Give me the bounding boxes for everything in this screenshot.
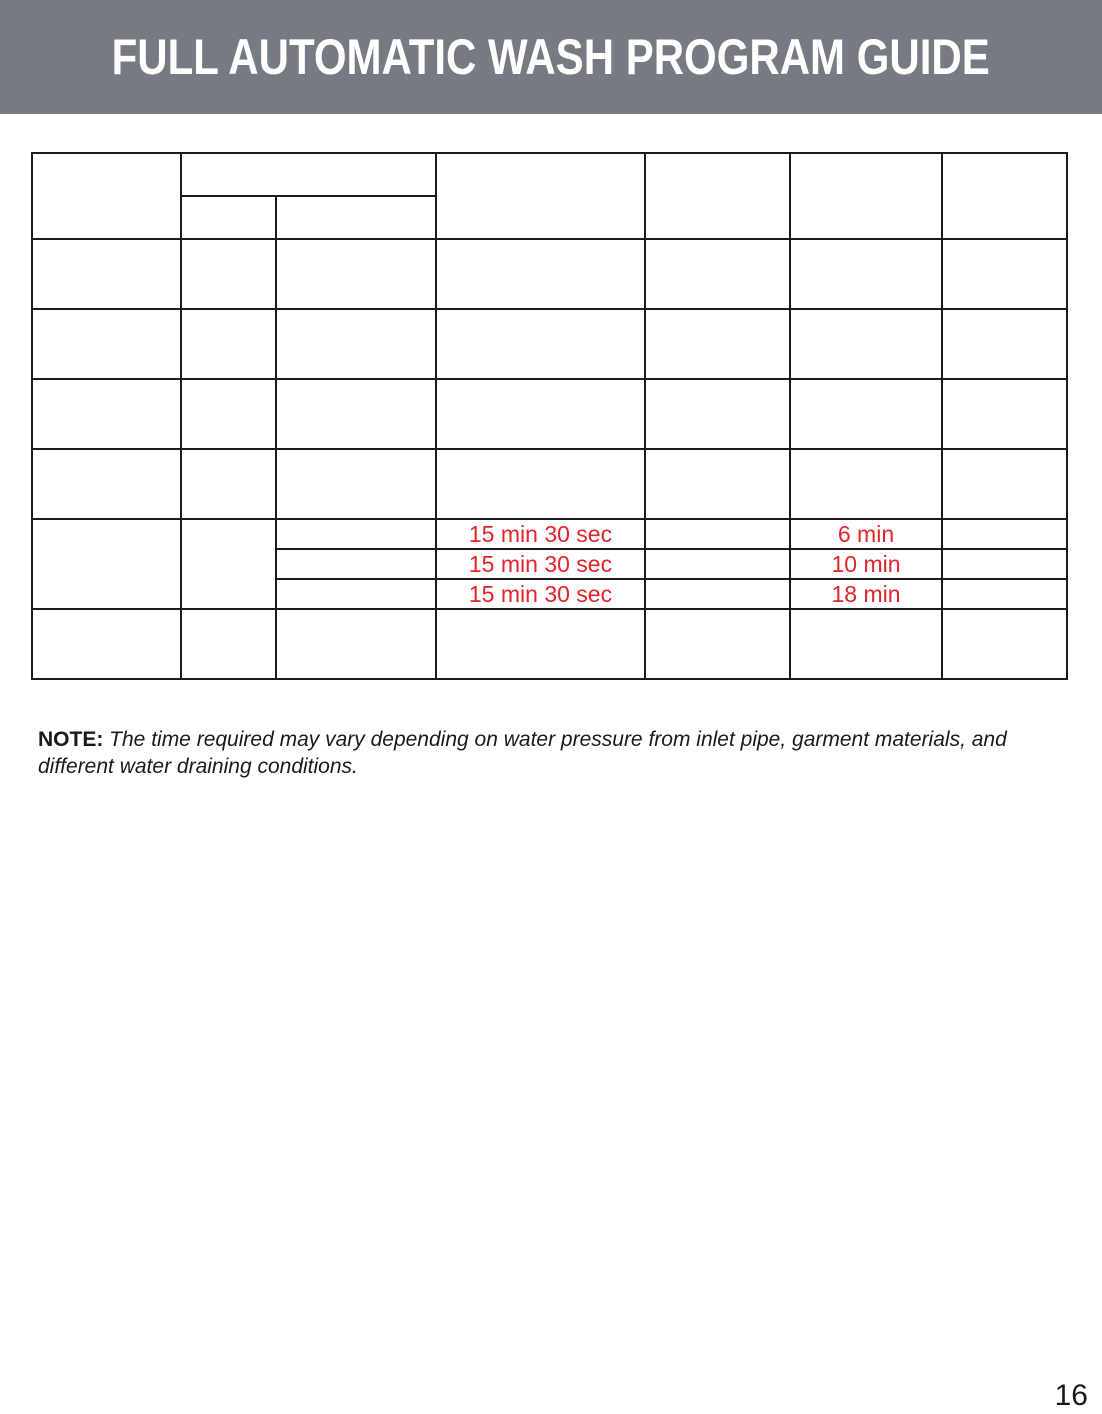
note-text: The time required may vary depending on water pressure from inlet pipe, garment materials, and different water draining conditions. — [38, 728, 1007, 778]
body-cell — [181, 449, 276, 519]
body-cell — [32, 239, 181, 309]
body-cell — [942, 579, 1067, 609]
wash-time-value: 15 min 30 sec — [436, 519, 645, 549]
body-cell — [790, 309, 942, 379]
body-cell — [436, 449, 645, 519]
body-cell — [181, 239, 276, 309]
header-cell — [790, 153, 942, 239]
body-cell — [276, 519, 436, 549]
spin-time-value: 10 min — [790, 549, 942, 579]
body-cell — [790, 609, 942, 679]
body-cell — [276, 379, 436, 449]
body-cell — [276, 609, 436, 679]
wash-time-value: 15 min 30 sec — [436, 579, 645, 609]
body-cell — [645, 309, 790, 379]
body-cell — [942, 239, 1067, 309]
table-row — [32, 309, 1067, 379]
table-row — [32, 449, 1067, 519]
body-cell — [436, 379, 645, 449]
header-cell — [942, 153, 1067, 239]
body-cell — [645, 579, 790, 609]
spin-time-value: 6 min — [790, 519, 942, 549]
header-subcell — [276, 196, 436, 239]
page-title: FULL AUTOMATIC WASH PROGRAM GUIDE — [111, 29, 991, 85]
table-row — [32, 379, 1067, 449]
header-cell — [32, 153, 181, 239]
body-cell — [181, 379, 276, 449]
time-sub-row — [32, 519, 1067, 549]
body-cell — [32, 519, 181, 609]
note — [38, 726, 1052, 780]
header-row-top — [32, 153, 1067, 196]
body-cell — [790, 239, 942, 309]
body-cell — [436, 609, 645, 679]
table-row — [32, 609, 1067, 679]
body-cell — [645, 449, 790, 519]
body-cell — [436, 309, 645, 379]
body-cell — [645, 549, 790, 579]
note-label: NOTE: — [38, 728, 104, 751]
body-cell — [32, 449, 181, 519]
body-cell — [645, 519, 790, 549]
header-cell — [645, 153, 790, 239]
body-cell — [645, 239, 790, 309]
body-cell — [942, 609, 1067, 679]
body-cell — [181, 519, 276, 609]
title-banner — [0, 0, 1102, 114]
body-cell — [645, 609, 790, 679]
body-cell — [942, 379, 1067, 449]
wash-time-value: 15 min 30 sec — [436, 549, 645, 579]
body-cell — [942, 549, 1067, 579]
body-cell — [32, 609, 181, 679]
body-cell — [276, 239, 436, 309]
table-row — [32, 239, 1067, 309]
wash-program-table — [31, 152, 1068, 680]
header-subcell — [181, 196, 276, 239]
body-cell — [942, 519, 1067, 549]
body-cell — [645, 379, 790, 449]
body-cell — [942, 449, 1067, 519]
body-cell — [32, 379, 181, 449]
body-cell — [276, 309, 436, 379]
body-cell — [181, 309, 276, 379]
header-group-cell — [181, 153, 436, 196]
body-cell — [276, 449, 436, 519]
body-cell — [276, 579, 436, 609]
body-cell — [942, 309, 1067, 379]
spin-time-value: 18 min — [790, 579, 942, 609]
header-cell — [436, 153, 645, 239]
body-cell — [436, 239, 645, 309]
body-cell — [276, 549, 436, 579]
body-cell — [790, 379, 942, 449]
page-number: 16 — [1054, 1379, 1088, 1412]
body-cell — [32, 309, 181, 379]
body-cell — [790, 449, 942, 519]
body-cell — [181, 609, 276, 679]
